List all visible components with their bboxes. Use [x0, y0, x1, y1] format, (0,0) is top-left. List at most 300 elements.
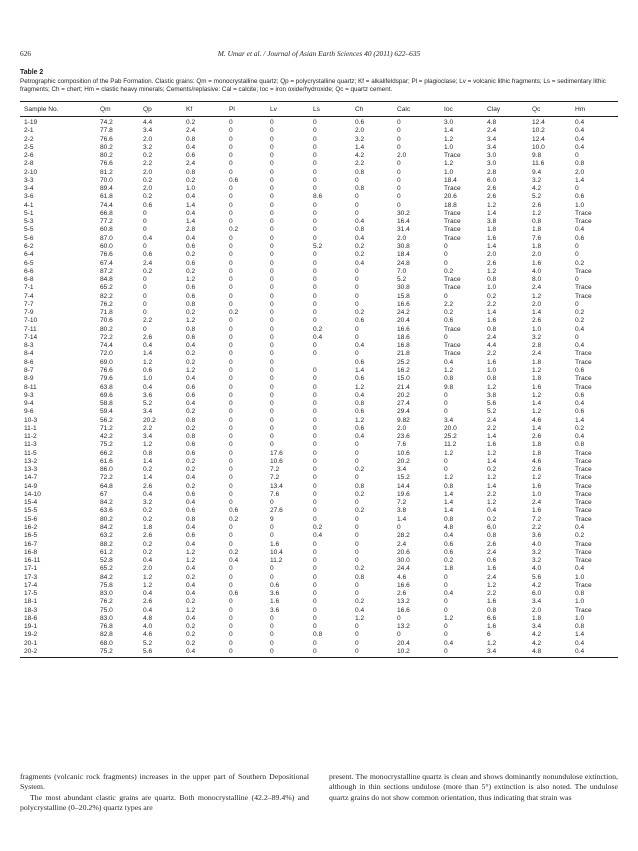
value-cell: 0 — [270, 400, 274, 408]
value-cell: 0.4 — [575, 342, 585, 350]
value-cell: 0 — [229, 639, 233, 647]
table-row — [20, 491, 618, 499]
value-cell: 0.4 — [186, 565, 196, 573]
value-cell: 88.2 — [100, 540, 113, 548]
value-cell: 0.2 — [355, 490, 365, 498]
value-cell: 0 — [270, 614, 274, 622]
value-cell: 0.2 — [444, 309, 454, 317]
value-cell: 0.4 — [444, 590, 454, 598]
value-cell: 0 — [270, 639, 274, 647]
value-cell: 76.8 — [100, 623, 113, 631]
value-cell: 0.6 — [143, 251, 153, 259]
sample-number-cell: 6-4 — [24, 251, 34, 259]
value-cell: 2.6 — [143, 333, 153, 341]
value-cell: 0.6 — [355, 119, 365, 126]
value-cell: 76.2 — [100, 300, 113, 308]
value-cell: 0 — [313, 507, 317, 515]
value-cell: 0 — [313, 590, 317, 598]
value-cell: 0 — [270, 309, 274, 317]
value-cell: 5.2 — [313, 242, 323, 250]
value-cell: 82.8 — [100, 631, 113, 639]
value-cell: 0 — [229, 234, 233, 242]
value-cell: 0.4 — [143, 342, 153, 350]
journal-citation: M. Umar et al. / Journal of Asian Earth Sciences 40 (2011) 622–635 — [217, 49, 421, 58]
value-cell: 7.6 — [270, 490, 280, 498]
value-cell: 3.2 — [355, 135, 365, 143]
value-cell: 2.6 — [143, 532, 153, 540]
value-cell: 0 — [355, 581, 359, 589]
value-cell: 7.2 — [270, 466, 280, 474]
value-cell: 25.2 — [444, 433, 457, 441]
value-cell: 30.2 — [397, 209, 410, 217]
value-cell: 0 — [355, 209, 359, 217]
value-cell: 0 — [313, 598, 317, 606]
value-cell: 1.6 — [532, 383, 542, 391]
value-cell: 2.4 — [143, 259, 153, 267]
value-cell: 0 — [313, 557, 317, 565]
value-cell: 2.2 — [487, 350, 497, 358]
value-cell: 1.4 — [186, 201, 196, 209]
value-cell: 0 — [270, 176, 274, 184]
value-cell: 56.2 — [100, 416, 113, 424]
value-cell: 0.4 — [313, 333, 323, 341]
value-cell: 20.2 — [397, 391, 410, 399]
value-cell: 72.2 — [100, 333, 113, 341]
value-cell: 0.8 — [355, 482, 365, 490]
value-cell: 0.4 — [355, 259, 365, 267]
sample-number-cell: 16-2 — [24, 524, 38, 532]
value-cell: 0 — [313, 441, 317, 449]
value-cell: 2.6 — [487, 540, 497, 548]
value-cell: 1.8 — [532, 358, 542, 366]
value-cell: 0.4 — [186, 499, 196, 507]
sample-number-cell: 14-7 — [24, 474, 38, 482]
value-cell: 4.8 — [444, 524, 454, 532]
value-cell: 1.6 — [270, 540, 280, 548]
value-cell: 0.2 — [355, 466, 365, 474]
value-cell: 0 — [270, 317, 274, 325]
value-cell: 3.4 — [143, 127, 153, 135]
value-cell: 16.6 — [397, 325, 410, 333]
value-cell: 0 — [313, 391, 317, 399]
value-cell: 72.0 — [100, 350, 113, 358]
value-cell: 1.4 — [444, 127, 454, 135]
value-cell: 0 — [397, 127, 401, 135]
value-cell: 2.6 — [487, 193, 497, 201]
value-cell: 0 — [355, 623, 359, 631]
value-cell: 0 — [270, 160, 274, 168]
value-cell: 20.4 — [397, 639, 410, 647]
value-cell: 0 — [397, 614, 401, 622]
value-cell: 0 — [270, 383, 274, 391]
value-cell: 0.2 — [355, 507, 365, 515]
value-cell: Trace — [575, 383, 592, 391]
sample-number-cell: 2-5 — [24, 143, 34, 151]
value-cell: 58.8 — [100, 400, 113, 408]
value-cell: 0 — [270, 127, 274, 135]
value-cell: 1.6 — [532, 259, 542, 267]
value-cell: 0.2 — [186, 251, 196, 259]
value-cell: 0 — [444, 581, 448, 589]
value-cell: 11.2 — [270, 557, 283, 565]
value-cell: 1.4 — [186, 218, 196, 226]
value-cell: 1.4 — [487, 309, 497, 317]
value-cell: 0 — [229, 152, 233, 160]
value-cell: 0 — [229, 333, 233, 341]
value-cell: 0 — [313, 259, 317, 267]
value-cell: 0.4 — [575, 119, 585, 126]
value-cell: 52.8 — [100, 557, 113, 565]
value-cell: 1.0 — [186, 185, 196, 193]
value-cell: 0.8 — [444, 482, 454, 490]
value-cell: 0 — [444, 631, 448, 639]
value-cell: 4.0 — [532, 267, 542, 275]
value-cell: 0.6 — [143, 201, 153, 209]
table-body — [20, 117, 618, 658]
value-cell: 1.4 — [143, 457, 153, 465]
value-cell: Trace — [575, 466, 592, 474]
column-header: Clay — [487, 102, 532, 117]
value-cell: 0.6 — [355, 375, 365, 383]
value-cell: 0 — [229, 358, 233, 366]
value-cell: 0 — [229, 201, 233, 209]
value-cell: 0.4 — [575, 639, 585, 647]
value-cell: 20.2 — [143, 416, 156, 424]
value-cell: 0.4 — [487, 507, 497, 515]
value-cell: 0 — [229, 466, 233, 474]
running-header — [20, 49, 618, 61]
value-cell: 2.2 — [143, 424, 153, 432]
table-row — [20, 235, 618, 243]
table-row — [20, 565, 618, 573]
value-cell: 0 — [575, 185, 579, 193]
table-row — [20, 375, 618, 383]
value-cell: 2.0 — [397, 152, 407, 160]
table-row — [20, 317, 618, 325]
value-cell: 1.0 — [575, 614, 585, 622]
value-cell: 2.0 — [355, 127, 365, 135]
value-cell: 0 — [229, 482, 233, 490]
value-cell: 0 — [444, 400, 448, 408]
value-cell: 0.8 — [186, 300, 196, 308]
sample-number-cell: 7-7 — [24, 300, 34, 308]
value-cell: 0 — [270, 631, 274, 639]
value-cell: 18.4 — [397, 251, 410, 259]
column-header: Lv — [270, 102, 313, 117]
value-cell: 5.6 — [487, 400, 497, 408]
value-cell: 0 — [270, 292, 274, 300]
value-cell: 0 — [270, 234, 274, 242]
value-cell: 5.2 — [532, 193, 542, 201]
value-cell: 0 — [229, 135, 233, 143]
value-cell: 0.4 — [575, 565, 585, 573]
value-cell: Trace — [444, 342, 461, 350]
value-cell: 0 — [313, 300, 317, 308]
value-cell: 20.6 — [444, 193, 457, 201]
value-cell: 4.2 — [532, 639, 542, 647]
sample-number-cell: 7-9 — [24, 309, 34, 317]
value-cell: 2.4 — [487, 573, 497, 581]
value-cell: Trace — [575, 474, 592, 482]
value-cell: 1.8 — [532, 441, 542, 449]
value-cell: Trace — [575, 350, 592, 358]
value-cell: 79.6 — [100, 375, 113, 383]
value-cell: 0 — [229, 391, 233, 399]
value-cell: 0 — [229, 292, 233, 300]
value-cell: 0 — [313, 143, 317, 151]
value-cell: 0 — [229, 375, 233, 383]
value-cell: 72.2 — [100, 474, 113, 482]
value-cell: 2.0 — [397, 424, 407, 432]
value-cell: 1.2 — [487, 474, 497, 482]
table-row — [20, 260, 618, 268]
value-cell: 0 — [270, 573, 274, 581]
value-cell: 0 — [397, 193, 401, 201]
value-cell: 18.6 — [397, 333, 410, 341]
value-cell: 2.8 — [532, 342, 542, 350]
value-cell: 0.2 — [186, 631, 196, 639]
paragraph-right-1: present. The monocrystalline quartz is clean and shows dominantly nonundulose extinction, although in thin sections undulose (more than 5°) extinction is also noted. The undulose quartz grains do not show common orientation, thus indicating that strain was — [329, 772, 618, 802]
value-cell: 0 — [397, 185, 401, 193]
sample-number-cell: 13-3 — [24, 466, 38, 474]
value-cell: Trace — [444, 276, 461, 284]
table-row — [20, 268, 618, 276]
value-cell: 0.2 — [229, 515, 239, 523]
value-cell: 1.2 — [355, 614, 365, 622]
value-cell: 25.2 — [397, 358, 410, 366]
table-row — [20, 400, 618, 408]
value-cell: 5.2 — [143, 639, 153, 647]
value-cell: 1.4 — [355, 366, 365, 374]
value-cell: 0.8 — [487, 276, 497, 284]
value-cell: 0 — [229, 119, 233, 126]
value-cell: 1.4 — [532, 400, 542, 408]
sample-number-cell: 5-6 — [24, 234, 34, 242]
value-cell: 0 — [575, 300, 579, 308]
value-cell: 65.2 — [100, 565, 113, 573]
value-cell: 0.2 — [575, 259, 585, 267]
value-cell: 2.2 — [143, 317, 153, 325]
value-cell: 2.6 — [397, 590, 407, 598]
value-cell: 4.8 — [143, 614, 153, 622]
value-cell: 0.6 — [186, 259, 196, 267]
value-cell: 2.0 — [487, 251, 497, 259]
value-cell: Trace — [575, 209, 592, 217]
value-cell: 0 — [397, 119, 401, 126]
value-cell: 0 — [313, 573, 317, 581]
value-cell: 0 — [355, 648, 397, 658]
value-cell: 4.0 — [532, 565, 542, 573]
value-cell: 21.4 — [397, 383, 410, 391]
sample-number-cell: 7-4 — [24, 292, 34, 300]
value-cell: 0.6 — [487, 557, 497, 565]
value-cell: 0.8 — [186, 416, 196, 424]
value-cell: 0 — [313, 168, 317, 176]
value-cell: 0.4 — [143, 383, 153, 391]
value-cell: 0 — [270, 623, 274, 631]
value-cell: 1.2 — [487, 639, 497, 647]
sample-number-cell: 3-4 — [24, 185, 34, 193]
value-cell: 0.4 — [143, 590, 153, 598]
value-cell: 4.2 — [532, 185, 542, 193]
value-cell: 0.6 — [355, 424, 365, 432]
value-cell: 5.2 — [487, 408, 497, 416]
value-cell: 20.4 — [397, 317, 410, 325]
value-cell: 3.2 — [143, 499, 153, 507]
table-row — [20, 549, 618, 557]
value-cell: 0.4 — [444, 358, 454, 366]
value-cell: 67.4 — [100, 259, 113, 267]
value-cell: 0 — [355, 201, 359, 209]
value-cell: 1.2 — [186, 606, 196, 614]
value-cell: 1.2 — [186, 366, 196, 374]
value-cell: 0 — [313, 581, 317, 589]
table-row — [20, 193, 618, 201]
value-cell: 1.0 — [444, 168, 454, 176]
value-cell: 42.2 — [100, 433, 113, 441]
value-cell: 1.4 — [487, 242, 497, 250]
value-cell: 0 — [229, 284, 233, 292]
value-cell: 0.2 — [186, 267, 196, 275]
value-cell: 3.0 — [444, 119, 454, 126]
value-cell: 6.0 — [487, 176, 497, 184]
value-cell: Trace — [575, 581, 592, 589]
value-cell: 1.2 — [532, 408, 542, 416]
sample-number-cell: 2-1 — [24, 127, 34, 135]
value-cell: 0 — [313, 160, 317, 168]
table-row — [20, 185, 618, 193]
value-cell: 0 — [313, 185, 317, 193]
value-cell: 0.6 — [444, 317, 454, 325]
value-cell: 0 — [270, 391, 274, 399]
table-row — [20, 574, 618, 582]
sample-number-cell: 8-4 — [24, 350, 34, 358]
value-cell: 0.8 — [487, 532, 497, 540]
value-cell: 0.4 — [229, 557, 239, 565]
value-cell: 3.6 — [532, 532, 542, 540]
value-cell: 0 — [313, 565, 317, 573]
value-cell: 1.2 — [186, 276, 196, 284]
sample-number-cell: 18-1 — [24, 598, 38, 606]
value-cell: 0 — [313, 400, 317, 408]
sample-number-cell: 5-1 — [24, 209, 34, 217]
value-cell: 0 — [270, 226, 274, 234]
value-cell: 84.2 — [100, 573, 113, 581]
sample-number-cell: 9-3 — [24, 391, 34, 399]
value-cell: 0 — [143, 292, 147, 300]
value-cell: 0 — [313, 366, 317, 374]
table-row — [20, 499, 618, 507]
value-cell: 0 — [229, 185, 233, 193]
value-cell: 0 — [229, 532, 233, 540]
value-cell: 0.2 — [487, 515, 497, 523]
value-cell: 2.2 — [487, 590, 497, 598]
value-cell: 0 — [270, 152, 274, 160]
value-cell: 0 — [313, 317, 317, 325]
value-cell: 75.0 — [100, 606, 113, 614]
value-cell: 2.6 — [532, 201, 542, 209]
value-cell: 1.2 — [444, 614, 454, 622]
table-row — [20, 301, 618, 309]
value-cell: 0.8 — [313, 631, 323, 639]
value-cell: 1.4 — [444, 490, 454, 498]
value-cell: 0 — [355, 532, 359, 540]
value-cell: 0 — [270, 416, 274, 424]
value-cell: 0.8 — [355, 185, 365, 193]
sample-number-cell: 5-5 — [24, 226, 34, 234]
sample-number-cell: 19-1 — [24, 623, 38, 631]
value-cell: 20.0 — [444, 424, 457, 432]
value-cell: 24.8 — [397, 259, 410, 267]
value-cell: 0 — [229, 366, 233, 374]
value-cell: 0 — [444, 623, 448, 631]
value-cell: 2.8 — [487, 168, 497, 176]
value-cell: 3.4 — [487, 143, 497, 151]
value-cell: 0 — [270, 185, 274, 193]
value-cell: 12.4 — [532, 119, 545, 126]
value-cell: Trace — [575, 557, 592, 565]
column-header: Qm — [100, 102, 143, 117]
sample-number-cell: 6-5 — [24, 259, 34, 267]
value-cell: 0 — [229, 218, 233, 226]
value-cell: 76.6 — [100, 160, 113, 168]
value-cell: 0 — [313, 201, 317, 209]
sample-number-cell: 16-8 — [24, 548, 38, 556]
value-cell: 4.2 — [355, 152, 365, 160]
value-cell: 3.6 — [270, 590, 280, 598]
value-cell: 16.6 — [397, 581, 410, 589]
value-cell: 0 — [313, 267, 317, 275]
value-cell: 0.2 — [186, 623, 196, 631]
sample-number-cell: 9-6 — [24, 408, 34, 416]
value-cell: 1.6 — [270, 598, 280, 606]
value-cell: 3.0 — [487, 160, 497, 168]
value-cell: 0.6 — [355, 317, 365, 325]
value-cell: 0 — [270, 168, 274, 176]
value-cell: 2.2 — [444, 300, 454, 308]
value-cell: 0 — [313, 119, 317, 126]
value-cell: 0 — [355, 548, 359, 556]
table-row — [20, 152, 618, 160]
value-cell: 0 — [313, 209, 317, 217]
value-cell: 0 — [229, 127, 233, 135]
value-cell: 3.8 — [487, 218, 497, 226]
value-cell: 0 — [313, 449, 317, 457]
value-cell: 0.8 — [143, 449, 153, 457]
value-cell: 19.6 — [397, 490, 410, 498]
value-cell: 0 — [229, 251, 233, 259]
value-cell: 0 — [444, 573, 448, 581]
value-cell: 1.2 — [143, 581, 153, 589]
value-cell: 10.4 — [270, 548, 283, 556]
value-cell: 0 — [313, 466, 317, 474]
value-cell: 5.2 — [397, 276, 407, 284]
column-header: Qc — [532, 102, 575, 117]
value-cell: 0 — [270, 242, 274, 250]
value-cell: 16.6 — [397, 606, 410, 614]
value-cell: 74.4 — [100, 201, 113, 209]
value-cell: 0 — [270, 342, 274, 350]
value-cell: 0 — [229, 524, 233, 532]
value-cell: 0 — [355, 350, 359, 358]
table-row — [20, 557, 618, 565]
sample-number-cell: 8-11 — [24, 383, 37, 391]
column-header: Hm — [575, 102, 618, 117]
value-cell: 1.2 — [355, 383, 365, 391]
value-cell: 0 — [229, 168, 233, 176]
value-cell: 1.8 — [532, 614, 542, 622]
paragraph-left-2: The most abundant clastic grains are quartz. Both monocrystalline (42.2–89.4%) and polycrystalline (0–20.2%) quartz types are — [20, 792, 309, 813]
